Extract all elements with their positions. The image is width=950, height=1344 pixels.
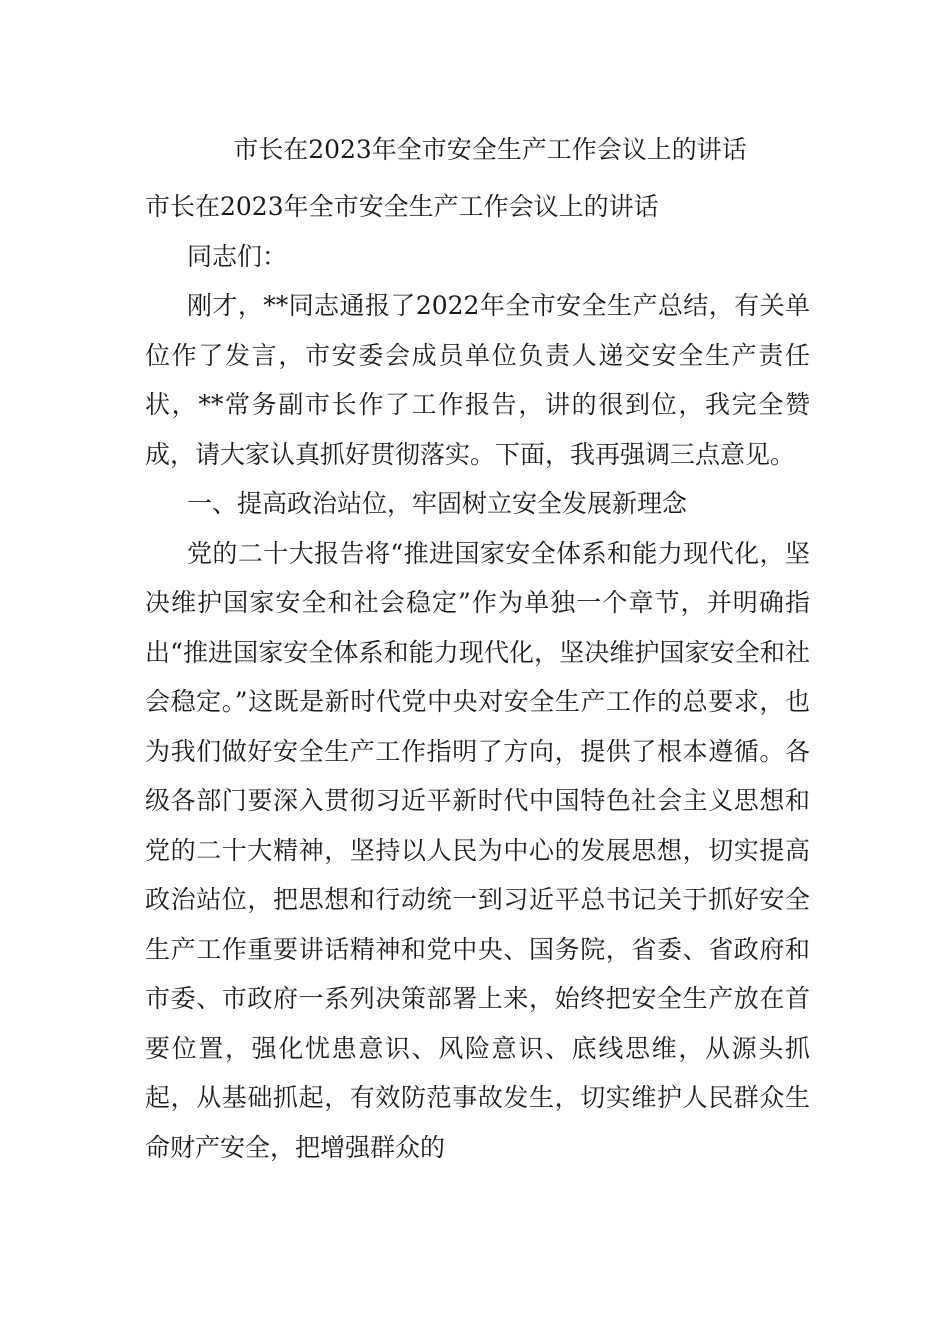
paragraph-section-1: 党的二十大报告将“推进国家安全体系和能力现代化，坚决维护国家安全和社会稳定”作为单独一个章节，并明确指出“推进国家安全体系和能力现代化，坚决维护国家安全和社会稳定。”这既是新时代党中央对安全生产工作的总要求，也为我们做好安全生产工作指明了方向，提供了根本遵循。各级各部门要深入贯彻习近平新时代中国特色社会主义思想和党的二十大精神，坚持以人民为中心的发展思想，切实提高政治站位，把思想和行动统一到习近平总书记关于抓好安全生产工作重要讲话精神和党中央、国务院，省委、省政府和市委、市政府一系列决策部署上来，始终把安全生产放在首要位置，强化忧患意识、风险意识、底线思维，从源头抓起，从基础抓起，有效防范事故发生，切实维护人民群众生命财产安全，把增强群众的: [145, 538, 810, 1162]
document-title: 市长在2023年全市安全生产工作会议上的讲话: [233, 135, 747, 164]
document-body: [145, 182, 810, 1172]
salutation: 同志们：: [187, 241, 288, 271]
section-heading-1: 一、提高政治站位，牢固树立安全发展新理念: [187, 489, 688, 518]
paragraph-opening: 刚才，**同志通报了2022年全市安全生产总结，有关单位作了发言，市安委会成员单位负责人递交安全生产责任状，**常务副市长作了工作报告，讲的很到位，我完全赞成，请大家认真抓好贯彻落实。下面，我再强调三点意见。: [145, 291, 810, 469]
document-subtitle: 市长在2023年全市安全生产工作会议上的讲话: [145, 192, 659, 221]
